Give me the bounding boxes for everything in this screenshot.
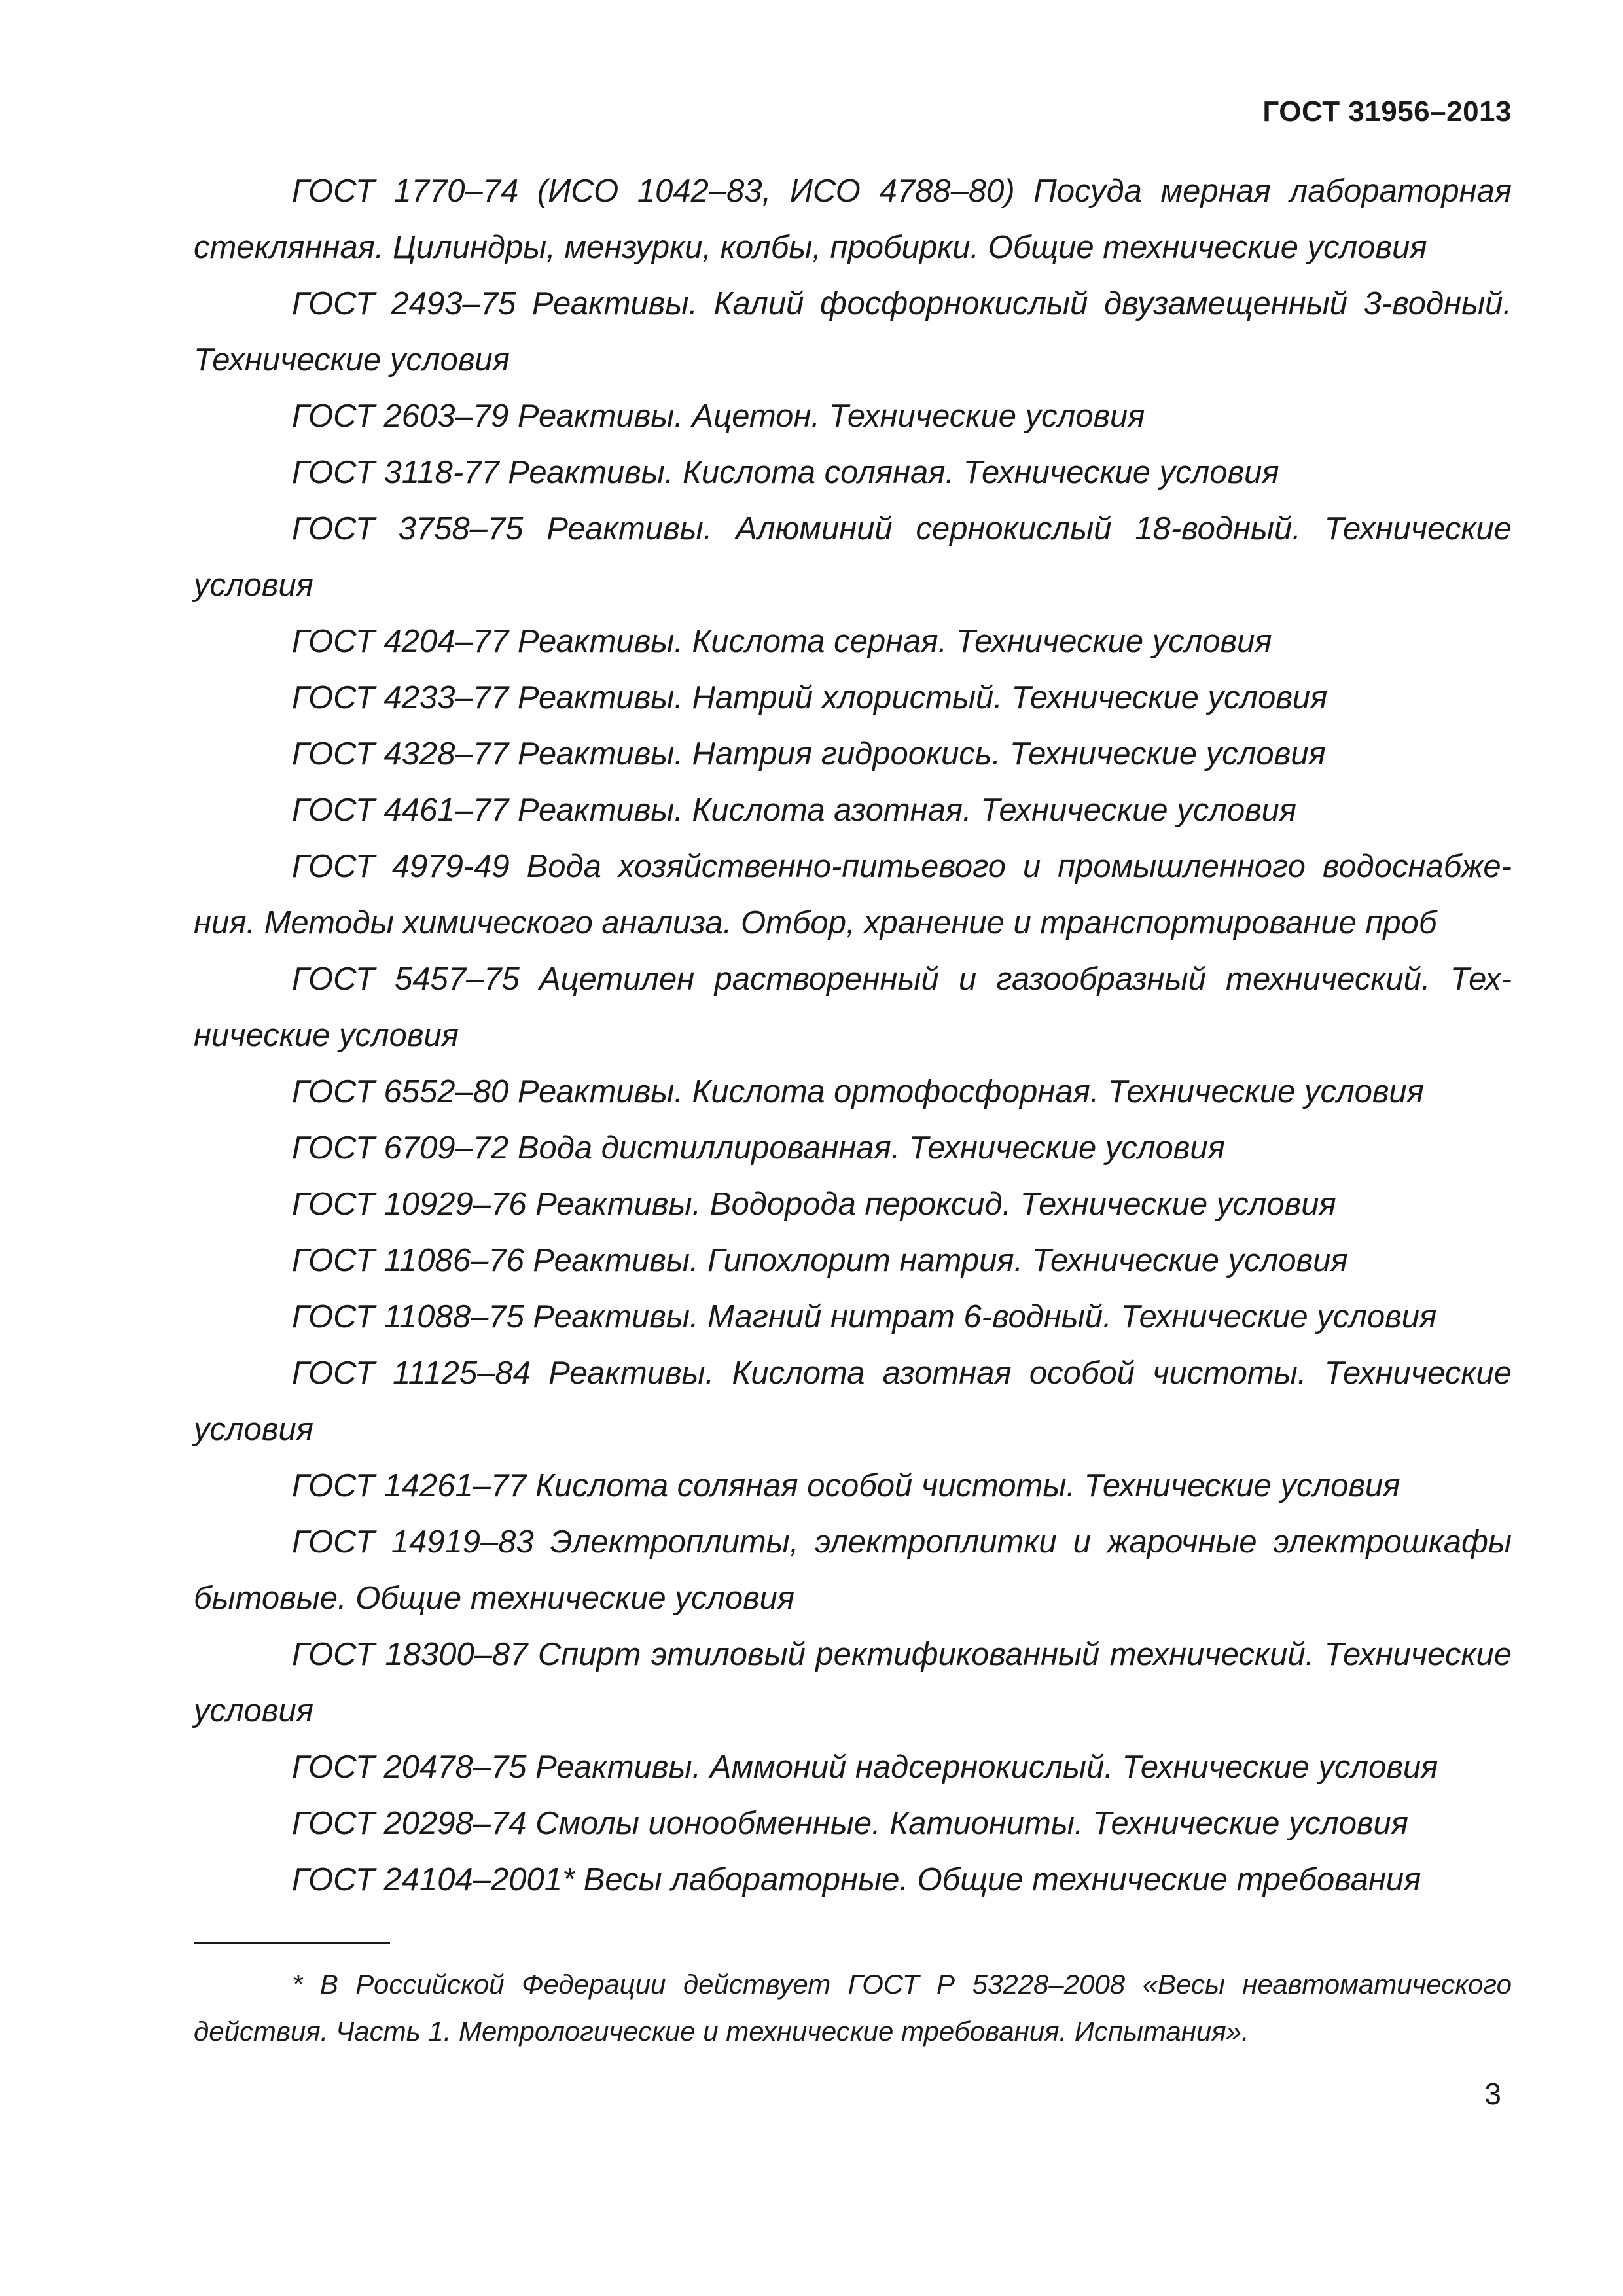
reference-item: ГОСТ 11088–75 Реактивы. Магний нитрат 6-водный. Технические условия — [292, 1299, 1437, 1335]
normative-references-list — [194, 163, 1512, 1908]
reference-item: ГОСТ 6552–80 Реактивы. Кислота ортофосфорная. Технические условия — [292, 1074, 1424, 1109]
reference-item: ГОСТ 3758–75 Реактивы. Алюминий сернокислый 18-водный. Технические условия — [194, 511, 1512, 603]
reference-item: ГОСТ 14261–77 Кислота соляная особой чистоты. Технические условия — [292, 1468, 1400, 1503]
reference-item: ГОСТ 4979-49 Вода хозяйственно-питьевого и промышленного водоснабжения. Методы химического анализа. Отбор, хранение и транспортирование проб — [194, 849, 1512, 941]
reference-item: ГОСТ 4328–77 Реактивы. Натрия гидроокись. Технические условия — [292, 736, 1326, 772]
reference-item: ГОСТ 24104–2001* Весы лабораторные. Общие технические требования — [292, 1862, 1421, 1897]
footnote: * В Российской Федерации действует ГОСТ Р 53228–2008 «Весы неавтоматического действия. Часть 1. Метрологические и технические требования. Испытания». — [194, 1969, 1512, 2047]
reference-item: ГОСТ 4233–77 Реактивы. Натрий хлористый. Технические условия — [292, 680, 1328, 715]
reference-item: ГОСТ 4461–77 Реактивы. Кислота азотная. Технические условия — [292, 793, 1297, 828]
reference-item: ГОСТ 5457–75 Ацетилен растворенный и газообразный технический. Технические условия — [194, 961, 1512, 1053]
footnote-separator — [194, 1942, 390, 1944]
reference-item: ГОСТ 6709–72 Вода дистиллированная. Технические условия — [292, 1130, 1225, 1166]
reference-item: ГОСТ 2493–75 Реактивы. Калий фосфорнокислый двузамещенный 3-водный. Технические условия — [194, 286, 1512, 378]
page-number: 3 — [1484, 2077, 1501, 2111]
reference-item: ГОСТ 11125–84 Реактивы. Кислота азотная особой чистоты. Технические условия — [194, 1355, 1512, 1447]
reference-item: ГОСТ 20478–75 Реактивы. Аммоний надсернокислый. Технические условия — [292, 1749, 1438, 1785]
reference-item: ГОСТ 14919–83 Электроплиты, электроплитки и жарочные электрошкафы бытовые. Общие технические условия — [194, 1524, 1512, 1616]
reference-item: ГОСТ 20298–74 Смолы ионообменные. Катиониты. Технические условия — [292, 1806, 1408, 1841]
reference-item: ГОСТ 3118-77 Реактивы. Кислота соляная. Технические условия — [292, 455, 1279, 490]
reference-item: ГОСТ 4204–77 Реактивы. Кислота серная. Технические условия — [292, 624, 1272, 659]
reference-item: ГОСТ 1770–74 (ИСО 1042–83, ИСО 4788–80) Посуда мерная лабораторная стеклянная. Цилиндры, мензурки, колбы, пробирки. Общие технические условия — [194, 173, 1512, 265]
reference-item: ГОСТ 11086–76 Реактивы. Гипохлорит натрия. Технические условия — [292, 1243, 1348, 1278]
reference-item: ГОСТ 18300–87 Спирт этиловый ректификованный технический. Технические условия — [194, 1637, 1512, 1729]
reference-item: ГОСТ 10929–76 Реактивы. Водорода пероксид. Технические условия — [292, 1187, 1336, 1222]
document-header: ГОСТ 31956–2013 — [1262, 96, 1512, 128]
reference-item: ГОСТ 2603–79 Реактивы. Ацетон. Технические условия — [292, 399, 1145, 434]
